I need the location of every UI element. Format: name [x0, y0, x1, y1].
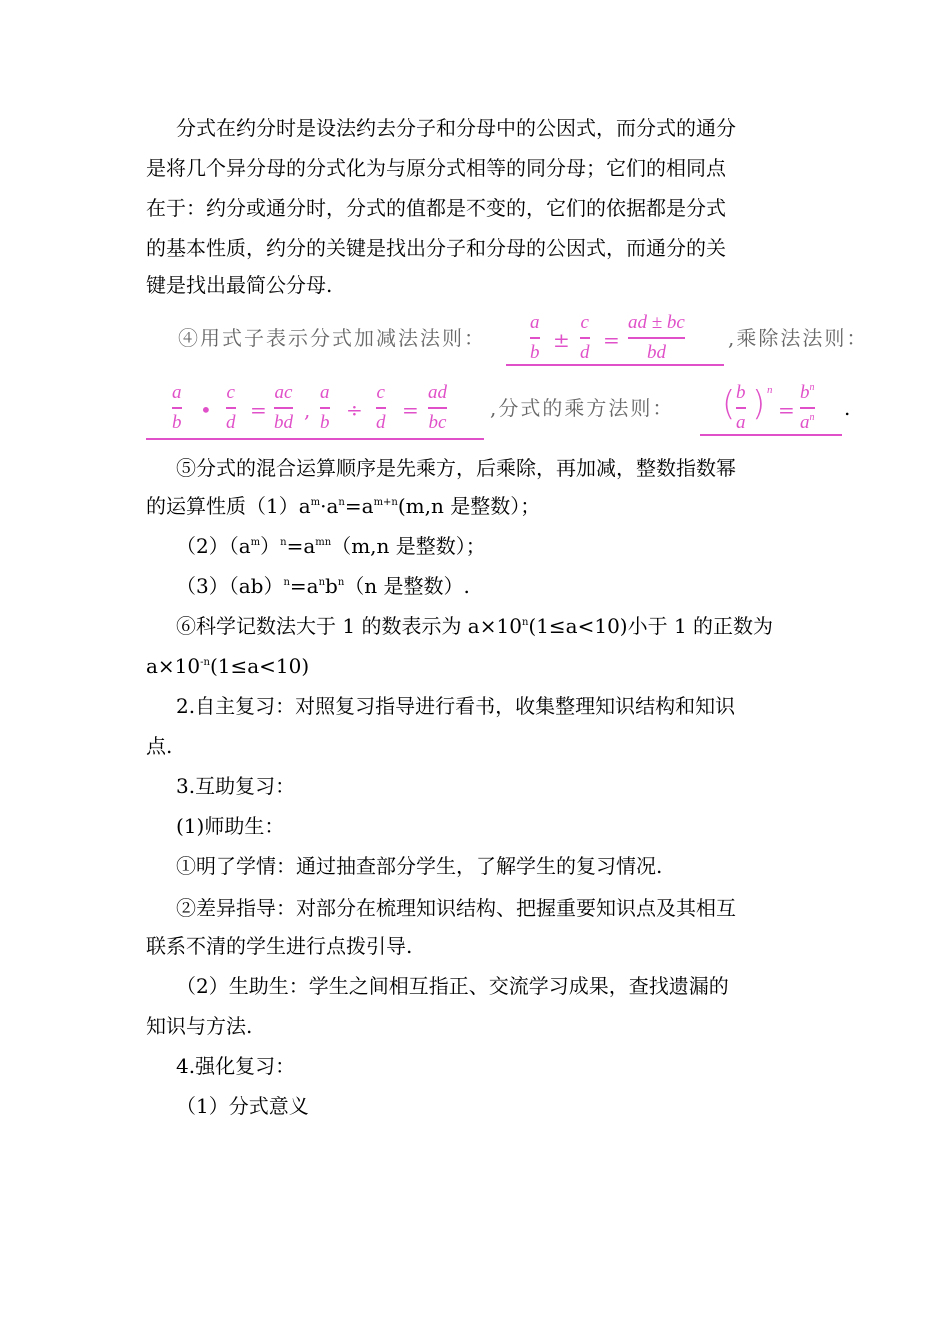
mul-rule-underline [146, 438, 484, 440]
pow-intro: ,分式的乘方法则： [490, 396, 675, 420]
pm-sign: ± [553, 328, 570, 352]
rule5-line2 [146, 496, 540, 516]
paragraph1-line5: 键是找出最简公分母. [146, 273, 333, 297]
add-frac-2 [580, 312, 590, 364]
pow-result-b: b [800, 382, 810, 403]
section3-sub2-line2: 知识与方法. [146, 1014, 253, 1038]
div-frac-2 [376, 382, 386, 434]
paragraph1-line4: 的基本性质，约分的关键是找出分子和分母的公因式，而通分的关 [146, 236, 726, 260]
add-frac-1-num: a [530, 312, 540, 333]
paragraph1-line1: 分式在约分时是设法约去分子和分母中的公因式，而分式的通分 [176, 116, 736, 140]
rule5-line2-mid1: ·a [320, 494, 339, 518]
div-frac-2-bar [376, 407, 386, 409]
section3-item2-line2: 联系不清的学生进行点拨引导. [146, 934, 413, 958]
div-frac-result-bar [428, 407, 447, 409]
mul-frac-2 [226, 382, 236, 434]
div-frac-1-den: b [320, 411, 330, 433]
rule6-line2 [146, 656, 309, 676]
rule5-line3-sup1: m [250, 537, 261, 548]
div-sign: ÷ [346, 398, 363, 422]
pow-frac-result-num [800, 382, 815, 404]
rule6-line1-sup: n [521, 617, 529, 628]
section4-title: 4.强化复习： [176, 1054, 296, 1078]
pow-exponent: n [767, 384, 773, 396]
pow-frac-result-bar [800, 407, 815, 409]
rule5-line3-sup2: n [280, 537, 287, 548]
div-frac-result-den: bc [428, 411, 447, 433]
mul-frac-1-num: a [172, 382, 182, 403]
add-frac-2-den: d [580, 341, 590, 363]
pow-frac-base [736, 382, 746, 434]
mul-frac-1-den: b [172, 411, 182, 433]
rule5-line4-mid1: =a [289, 574, 319, 598]
section3-title: 3.互助复习： [176, 774, 296, 798]
div-frac-2-den: d [376, 411, 386, 433]
div-frac-result [428, 382, 447, 434]
section3-item2-line1: ②差异指导：对部分在梳理知识结构、把握重要知识点及其相互 [176, 896, 736, 920]
rule5-line4-mid2: b [325, 574, 338, 598]
pow-frac-base-den: a [736, 411, 746, 433]
pow-rparen: ) [752, 384, 766, 424]
pow-frac-result-den [800, 412, 815, 434]
mul-frac-result [274, 382, 293, 434]
div-frac-2-num: c [376, 382, 385, 403]
add-frac-2-bar [580, 337, 590, 339]
rule6-line2-pre: a×10 [146, 654, 201, 678]
section3-sub1: (1)师助生： [176, 814, 285, 838]
rule5-line3 [176, 536, 486, 556]
add-frac-result-bar [628, 337, 685, 339]
rule5-line2-mid2: =a [344, 494, 374, 518]
mul-frac-result-den: bd [274, 411, 293, 433]
div-frac-1-bar [320, 407, 330, 409]
mul-frac-2-bar [226, 407, 236, 409]
pow-result-a: a [800, 411, 810, 433]
mul-frac-result-num: ac [274, 382, 293, 403]
paragraph1-line3: 在于：约分或通分时，分式的值都是不变的，它们的依据都是分式 [146, 196, 726, 220]
paragraph1-line2: 是将几个异分母的分式化为与原分式相等的同分母；它们的相同点 [146, 156, 726, 180]
add-frac-1 [530, 312, 540, 364]
section2-line2: 点. [146, 734, 173, 758]
pow-lparen: ( [722, 384, 736, 424]
mul-dot: • [200, 398, 212, 422]
rule6-line1 [176, 616, 773, 636]
rule6-line1-pre: ⑥科学记数法大于 1 的数表示为 a×10 [176, 614, 522, 638]
rule5-line3-pre: （2）（a [176, 534, 251, 558]
rule5-line2-pre: 的运算性质（1）a [146, 494, 311, 518]
pow-period: . [844, 396, 851, 420]
add-frac-2-num: c [580, 312, 589, 333]
add-equals: = [603, 328, 620, 352]
mul-frac-result-bar [274, 407, 293, 409]
div-equals: = [402, 398, 419, 422]
rule5-line4-sup2: n [318, 577, 326, 588]
mul-comma: , [304, 398, 311, 422]
div-frac-1 [320, 382, 330, 434]
pow-equals: = [778, 398, 795, 422]
rule5-line3-mid2: =a [286, 534, 316, 558]
add-frac-1-bar [530, 337, 540, 339]
rule5-line3-post: （m,n 是整数）； [331, 534, 486, 558]
rule5-line4-pre: （3）（ab） [176, 574, 284, 598]
rule5-line2-sup1: m [310, 497, 321, 508]
rule5-line4-post: （n 是整数）. [344, 574, 470, 598]
section3-item1: ①明了学情：通过抽查部分学生，了解学生的复习情况. [176, 854, 663, 878]
rule5-line2-sup2: n [338, 497, 345, 508]
rule5-line2-post: (m,n 是整数）； [397, 494, 541, 518]
mul-equals: = [250, 398, 267, 422]
add-frac-result-num: ad ± bc [628, 312, 685, 333]
pow-result-b-exp: n [809, 382, 815, 393]
pow-rule-underline [700, 434, 842, 436]
div-frac-1-num: a [320, 382, 330, 403]
mul-frac-1-bar [172, 407, 182, 409]
rule4-intro: ④用式子表示分式加减法法则： [178, 326, 486, 350]
pow-frac-base-num: b [736, 382, 746, 403]
section2-line1: 2.自主复习：对照复习指导进行看书，收集整理知识结构和知识 [176, 694, 736, 718]
section4-sub1: （1）分式意义 [176, 1094, 309, 1118]
rule5-line4-sup3: n [337, 577, 345, 588]
rule6-line2-post: (1≤a<10) [209, 654, 310, 678]
rule5-line4 [176, 576, 470, 596]
add-frac-1-den: b [530, 341, 540, 363]
mul-intro: ,乘除法法则： [728, 326, 869, 350]
rule5-line3-mid1: ） [260, 534, 281, 558]
div-frac-result-num: ad [428, 382, 447, 403]
section3-sub2-line1: （2）生助生：学生之间相互指正、交流学习成果，查找遗漏的 [176, 974, 729, 998]
add-frac-result [628, 312, 685, 364]
mul-frac-2-den: d [226, 411, 236, 433]
pow-frac-base-bar [736, 407, 746, 409]
rule5-line2-sup3: m+n [373, 497, 398, 508]
rule5-line4-sup1: n [283, 577, 290, 588]
add-frac-result-den: bd [646, 341, 666, 363]
rule6-line2-sup: -n [200, 657, 210, 668]
pow-result-a-exp: n [809, 411, 815, 423]
add-rule-underline [506, 364, 724, 366]
mul-frac-2-num: c [226, 382, 235, 403]
mul-frac-1 [172, 382, 182, 434]
rule5-line1: ⑤分式的混合运算顺序是先乘方，后乘除，再加减，整数指数幂 [176, 456, 736, 480]
pow-frac-result [800, 382, 815, 434]
rule5-line3-sup3: mn [315, 537, 332, 548]
rule6-line1-post: (1≤a<10)小于 1 的正数为 [528, 614, 774, 638]
